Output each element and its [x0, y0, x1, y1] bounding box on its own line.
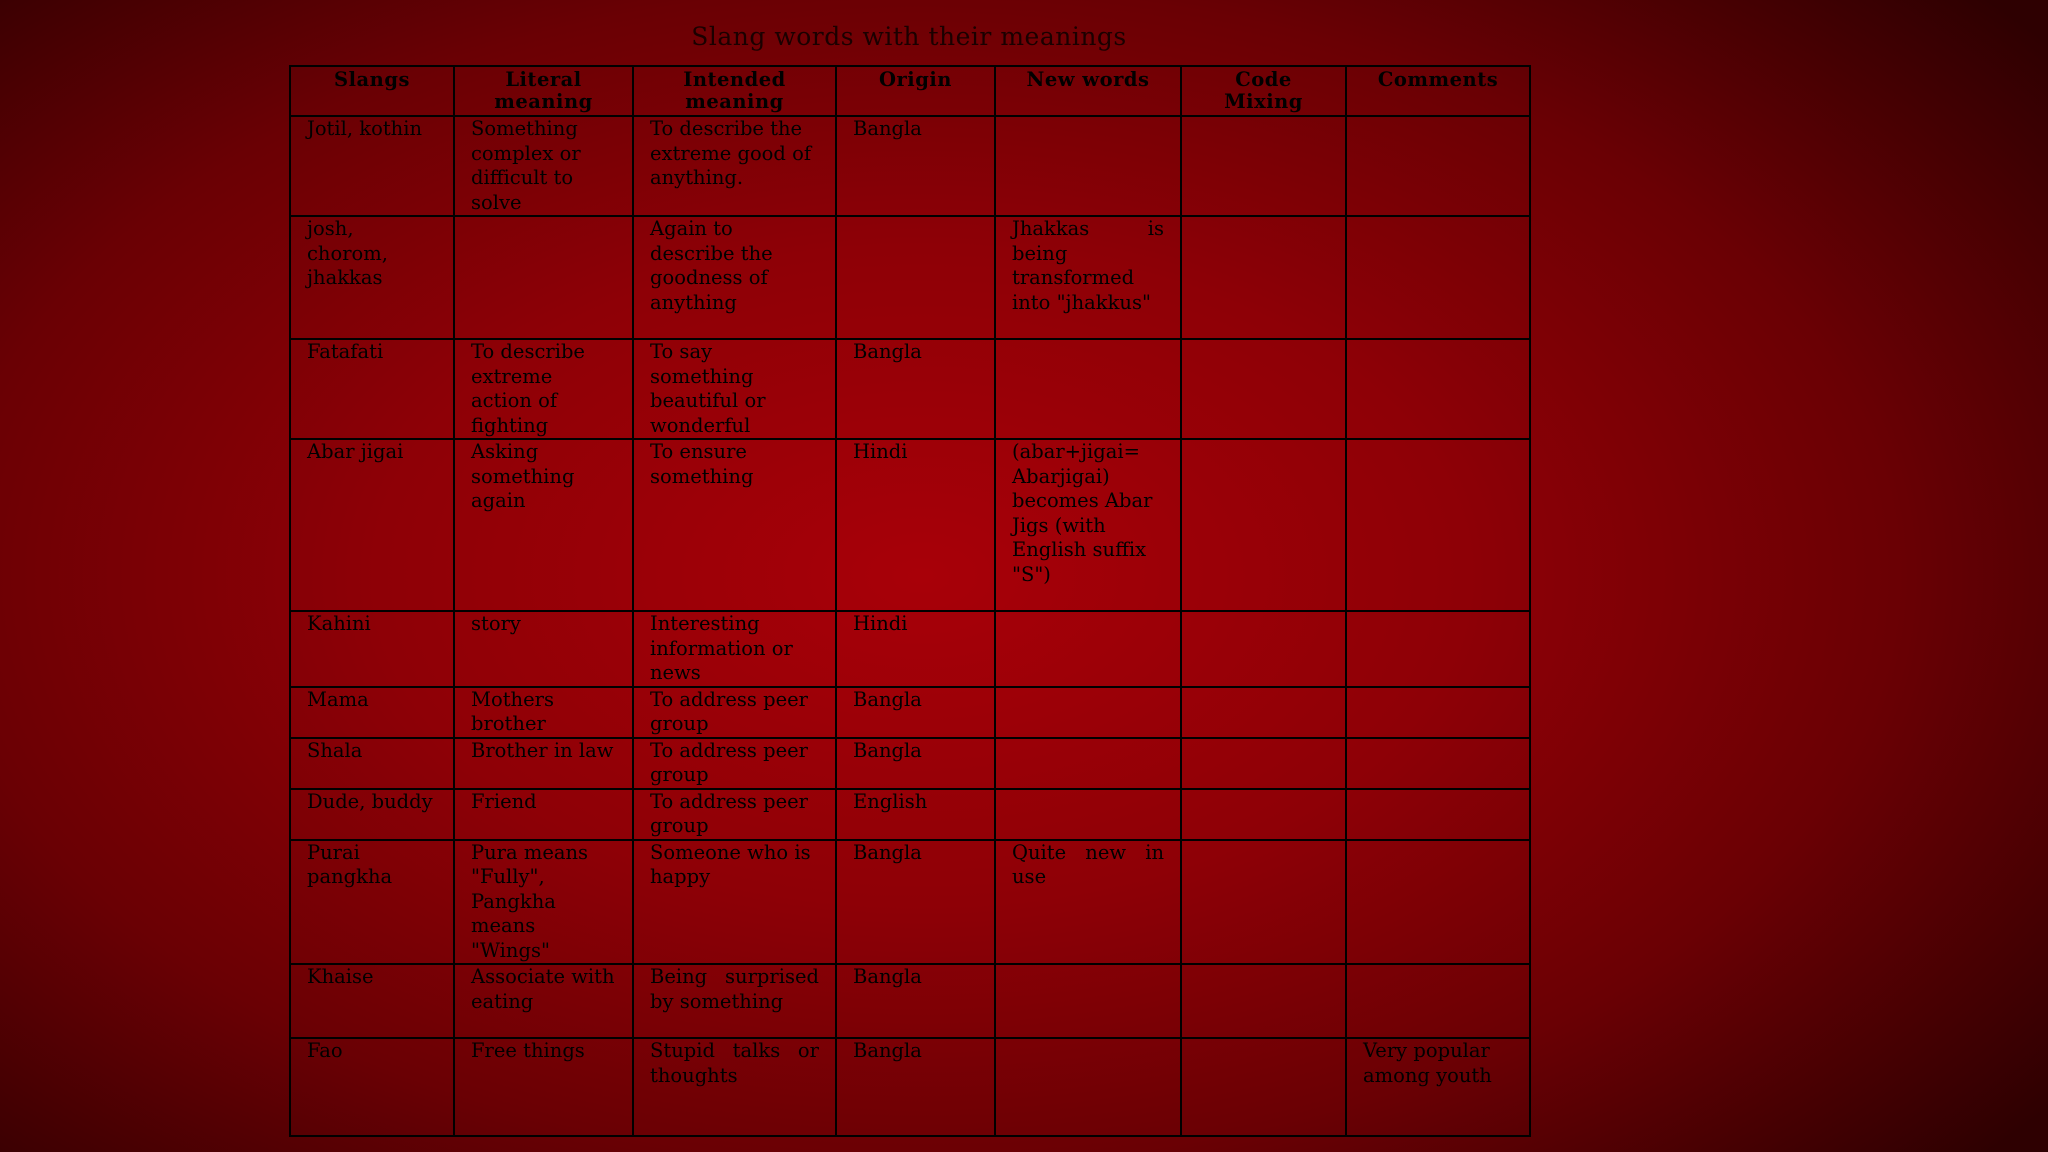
- cell-slang: Jotil, kothin: [290, 116, 454, 216]
- cell-code-mixing: [1181, 687, 1346, 738]
- cell-origin: Bangla: [836, 738, 995, 789]
- cell-origin: Bangla: [836, 1038, 995, 1136]
- cell-comments: [1346, 116, 1530, 216]
- cell-new-words: [995, 339, 1181, 439]
- cell-literal-meaning: [454, 216, 633, 339]
- cell-comments: [1346, 216, 1530, 339]
- cell-slang: Fatafati: [290, 339, 454, 439]
- cell-intended-meaning: To address peer group: [633, 687, 836, 738]
- cell-slang: Kahini: [290, 611, 454, 687]
- cell-intended-meaning: To say something beautiful or wonderful: [633, 339, 836, 439]
- cell-origin: Bangla: [836, 687, 995, 738]
- cell-intended-meaning: Interesting information or news: [633, 611, 836, 687]
- cell-slang: Abar jigai: [290, 439, 454, 611]
- cell-intended-meaning: Again to describe the goodness of anything: [633, 216, 836, 339]
- cell-origin: Bangla: [836, 964, 995, 1038]
- cell-comments: [1346, 840, 1530, 965]
- table-row: [290, 216, 1530, 339]
- cell-new-words: [995, 1038, 1181, 1136]
- cell-literal-meaning: Brother in law: [454, 738, 633, 789]
- cell-slang: Dude, buddy: [290, 789, 454, 840]
- cell-slang: Shala: [290, 738, 454, 789]
- cell-literal-meaning: Pura means "Fully", Pangkha means "Wings": [454, 840, 633, 965]
- cell-origin: Hindi: [836, 611, 995, 687]
- cell-intended-meaning: Stupid talks or thoughts: [633, 1038, 836, 1136]
- cell-literal-meaning: Asking something again: [454, 439, 633, 611]
- cell-new-words: [995, 611, 1181, 687]
- table-row: [290, 738, 1530, 789]
- table-row: [290, 116, 1530, 216]
- cell-intended-meaning: To address peer group: [633, 789, 836, 840]
- cell-comments: [1346, 611, 1530, 687]
- cell-slang: josh, chorom, jhakkas: [290, 216, 454, 339]
- cell-literal-meaning: story: [454, 611, 633, 687]
- cell-comments: [1346, 339, 1530, 439]
- table-row: [290, 840, 1530, 965]
- column-header-new-words: New words: [995, 66, 1181, 116]
- column-header-origin: Origin: [836, 66, 995, 116]
- cell-new-words: [995, 964, 1181, 1038]
- cell-code-mixing: [1181, 789, 1346, 840]
- cell-slang: Khaise: [290, 964, 454, 1038]
- cell-new-words: Jhakkas is being transformed into "jhakkus": [995, 216, 1181, 339]
- cell-intended-meaning: Someone who is happy: [633, 840, 836, 965]
- table-row: [290, 687, 1530, 738]
- cell-new-words: (abar+jigai= Abarjigai) becomes Abar Jigs (with English suffix "S"): [995, 439, 1181, 611]
- cell-new-words: [995, 687, 1181, 738]
- cell-literal-meaning: Something complex or difficult to solve: [454, 116, 633, 216]
- cell-slang: Mama: [290, 687, 454, 738]
- cell-code-mixing: [1181, 840, 1346, 965]
- cell-code-mixing: [1181, 116, 1346, 216]
- cell-origin: Bangla: [836, 116, 995, 216]
- cell-new-words: [995, 738, 1181, 789]
- cell-code-mixing: [1181, 216, 1346, 339]
- cell-comments: [1346, 439, 1530, 611]
- cell-origin: [836, 216, 995, 339]
- cell-origin: Bangla: [836, 339, 995, 439]
- cell-comments: Very popular among youth: [1346, 1038, 1530, 1136]
- column-header-comments: Comments: [1346, 66, 1530, 116]
- cell-intended-meaning: Being surprised by something: [633, 964, 836, 1038]
- cell-code-mixing: [1181, 1038, 1346, 1136]
- column-header-literal-meaning: Literal meaning: [454, 66, 633, 116]
- cell-intended-meaning: To describe the extreme good of anything.: [633, 116, 836, 216]
- header-row: [290, 66, 1530, 116]
- table-row: [290, 439, 1530, 611]
- table-row: [290, 611, 1530, 687]
- cell-slang: Fao: [290, 1038, 454, 1136]
- cell-literal-meaning: Associate with eating: [454, 964, 633, 1038]
- cell-comments: [1346, 687, 1530, 738]
- cell-comments: [1346, 738, 1530, 789]
- cell-literal-meaning: To describe extreme action of fighting: [454, 339, 633, 439]
- cell-new-words: Quite new in use: [995, 840, 1181, 965]
- cell-code-mixing: [1181, 439, 1346, 611]
- slide-title: Slang words with their meanings: [691, 22, 1127, 51]
- cell-code-mixing: [1181, 738, 1346, 789]
- table-row: [290, 339, 1530, 439]
- cell-new-words: [995, 116, 1181, 216]
- table-row: [290, 789, 1530, 840]
- cell-intended-meaning: To ensure something: [633, 439, 836, 611]
- slang-table: [289, 65, 1531, 1137]
- column-header-intended-meaning: Intended meaning: [633, 66, 836, 116]
- cell-comments: [1346, 789, 1530, 840]
- cell-slang: Purai pangkha: [290, 840, 454, 965]
- cell-literal-meaning: Mothers brother: [454, 687, 633, 738]
- cell-comments: [1346, 964, 1530, 1038]
- cell-code-mixing: [1181, 339, 1346, 439]
- cell-literal-meaning: Free things: [454, 1038, 633, 1136]
- cell-origin: Hindi: [836, 439, 995, 611]
- table-row: [290, 1038, 1530, 1136]
- cell-literal-meaning: Friend: [454, 789, 633, 840]
- cell-origin: English: [836, 789, 995, 840]
- cell-new-words: [995, 789, 1181, 840]
- cell-origin: Bangla: [836, 840, 995, 965]
- column-header-slangs: Slangs: [290, 66, 454, 116]
- cell-code-mixing: [1181, 611, 1346, 687]
- table-row: [290, 964, 1530, 1038]
- column-header-code-mixing: Code Mixing: [1181, 66, 1346, 116]
- cell-code-mixing: [1181, 964, 1346, 1038]
- cell-intended-meaning: To address peer group: [633, 738, 836, 789]
